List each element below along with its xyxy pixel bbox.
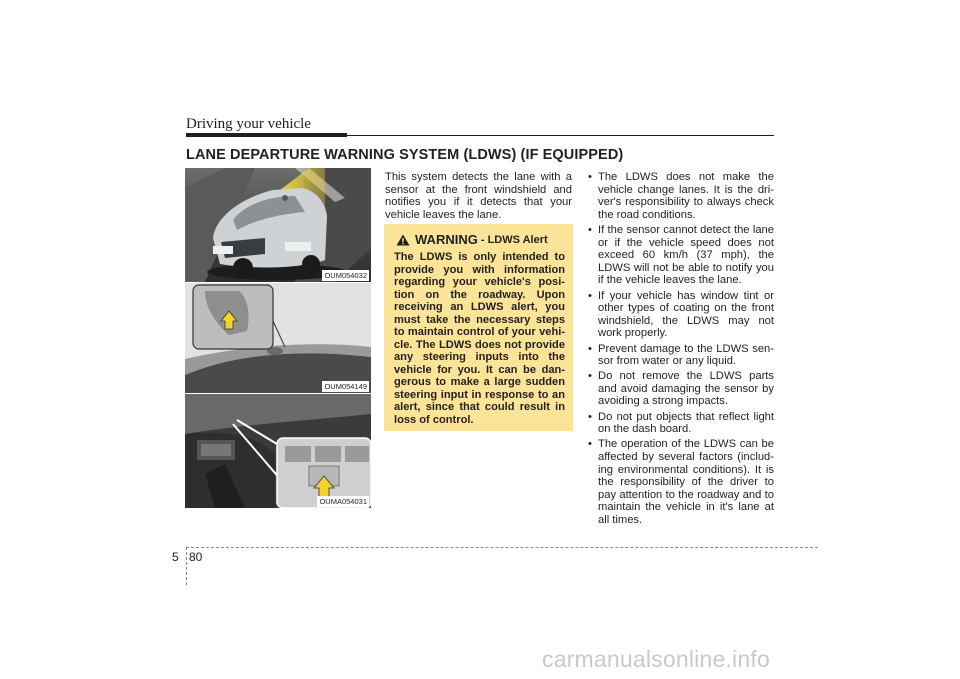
bullet-text: Prevent damage to the LDWS sen-sor from water or any liquid. <box>598 342 774 368</box>
bullet-text: Do not remove the LDWS parts and avoid damaging the sensor by avoiding a strong impacts. <box>598 370 774 408</box>
footer-rule <box>186 547 818 548</box>
page-title: LANE DEPARTURE WARNING SYSTEM (LDWS) (IF EQUIPPED) <box>186 147 624 163</box>
section-title: Driving your vehicle <box>186 116 311 132</box>
bullet-text: The LDWS does not make the vehicle change lanes. It is the dri-ver's responsibility to always check the road conditions. <box>598 171 774 221</box>
list-item: • Do not put objects that reflect light on the dash board. <box>588 410 774 436</box>
bullet-text: If your vehicle has window tint or other types of coating on the front windshield, the LDWS may not work properly. <box>598 289 774 340</box>
windshield-illustration <box>185 283 371 393</box>
bullet-text: Do not put objects that reflect light on the dash board. <box>598 410 774 436</box>
warning-label: WARNING <box>415 232 478 247</box>
watermark: carmanualsonline.info <box>542 646 770 672</box>
bullet-text: The operation of the LDWS can be affected by several factors (includ-ing environmental conditions). It is the responsibility of the driver to pay attention to the roadway and to maintain the vehicle in it's lane at all times. <box>598 438 774 526</box>
figure-caption: OUM054032 <box>324 271 367 280</box>
page-number: 80 <box>189 550 203 564</box>
footer-divider <box>186 547 187 585</box>
bullet-text: If the sensor cannot detect the lane or if the vehicle speed does not exceed 60 km/h (37 mph), the LDWS will not be able to notify you if the vehicle leaves the lane. <box>598 223 774 287</box>
warning-subtitle: - LDWS Alert <box>480 233 548 246</box>
figure-caption: OUM054149 <box>324 382 367 391</box>
bullet-column <box>588 171 774 529</box>
dashboard-switch-illustration <box>185 394 371 508</box>
header-bar <box>186 133 347 137</box>
figure-windshield-sensor <box>185 283 371 393</box>
header-rule <box>347 135 774 136</box>
figure-car-sensor <box>185 168 371 282</box>
figure-ldws-switch <box>185 394 371 508</box>
list-item: • The operation of the LDWS can be affected by several factors (includ-ing environmental conditions). It is the responsibility of the driver to pay attention to the roadway and to maintain the vehicle in it's lane at all times. <box>588 438 774 526</box>
intro-paragraph: This system detects the lane with a sensor at the front windshield and notifies you if it detects that your vehicle leaves the lane. <box>385 171 572 221</box>
car-sensor-illustration <box>185 168 371 282</box>
warning-triangle-icon <box>396 234 410 246</box>
figure-caption: OUMA054031 <box>319 497 367 506</box>
warning-header <box>396 232 565 247</box>
list-item: • If your vehicle has window tint or other types of coating on the front windshield, the LDWS may not work properly. <box>588 289 774 340</box>
list-item: • If the sensor cannot detect the lane or if the vehicle speed does not exceed 60 km/h (37 mph), the LDWS will not be able to notify you if the vehicle leaves the lane. <box>588 223 774 287</box>
list-item: • The LDWS does not make the vehicle change lanes. It is the dri-ver's responsibility to always check the road conditions. <box>588 171 774 221</box>
list-item: • Prevent damage to the LDWS sen-sor from water or any liquid. <box>588 342 774 368</box>
bullet-list <box>588 171 774 527</box>
list-item: • Do not remove the LDWS parts and avoid damaging the sensor by avoiding a strong impacts. <box>588 370 774 408</box>
warning-box <box>384 224 573 431</box>
warning-text: The LDWS is only intended to provide you with information regarding your vehicle's posi-tion on the roadway. Upon receiving an LDWS alert, you must take the necessary steps to maintain control of your vehi-cle. The LDWS does not provide any steering inputs into the vehicle for you. It can be dan-gerous to make a large sudden steering input in response to an alert, since that could result in loss of control. <box>394 251 565 426</box>
chapter-number: 5 <box>172 550 179 564</box>
